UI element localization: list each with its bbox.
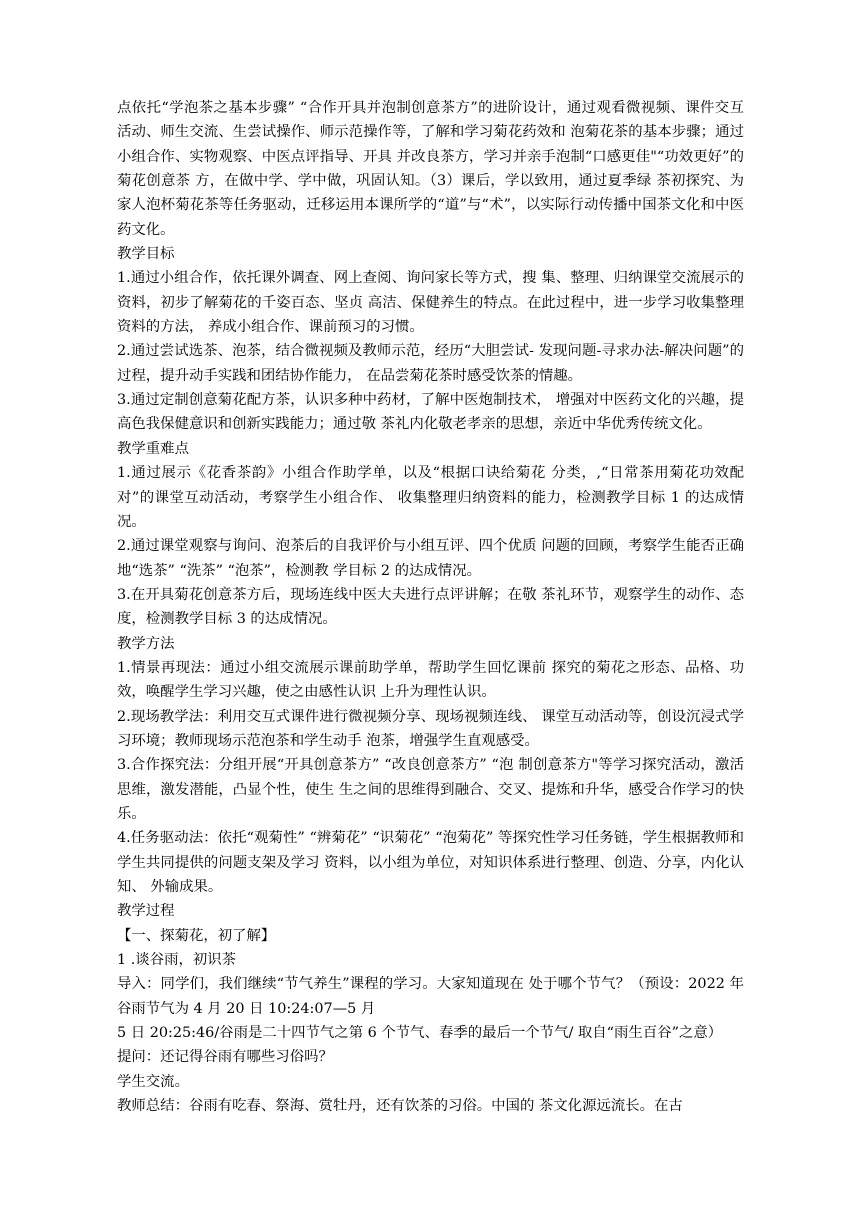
goal-item-3: 3.通过定制创意菊花配方茶，认识多种中药材，了解中医炮制技术， 增强对中医药文化的兴趣，提高色我保健意识和创新实践能力；通过敬 茶礼内化敬老孝亲的思想，亲近中华优秀传统文化。 (117, 392, 744, 433)
heading-teaching-goals: 教学目标 (117, 246, 175, 263)
key-point-item-3: 3.在开具菊花创意茶方后，现场连线中医大夫进行点评讲解；在敬 茶礼环节，观察学生的动作、态度，检测教学目标 3 的达成情况。 (117, 586, 744, 628)
heading-teaching-process: 教学过程 (117, 903, 175, 920)
student-exchange-paragraph: 学生交流。 (117, 1073, 189, 1090)
key-point-item-1: 1.通过展示《花香茶韵》小组合作助学单，以及“根据口诀给菊花 分类，,“日常茶用菊花功效配对”的课堂互动活动，考察学生小组合作、 收集整理归纳资料的能力，检测教学目标 1 的达成情况。 (117, 465, 744, 530)
intro-dialogue: 导入：同学们，我们继续“节气养生”课程的学习。大家知道现在 处于哪个节气？（预设：2022 年谷雨节气为 4 月 20 日 10:24:07—5 月 (117, 976, 744, 1017)
method-item-1: 1.情景再现法：通过小组交流展示课前助学单，帮助学生回忆课前 探究的菊花之形态、品格、功效，唤醒学生学习兴趣，使之由感性认识 上升为理性认识。 (117, 659, 744, 701)
intro-paragraph: 点依托“学泡茶之基本步骤” “合作开具并泡制创意茶方”的进阶设计，通过观看微视频、课件交互 活动、师生交流、生尝试操作、师示范操作等，了解和学习菊花药效和 泡菊花茶的基本步骤；通过小组合作、实物观察、中医点评指导、开具 并改良茶方，学习并亲手泡制“口感更佳"“功效更好”的菊花创意茶 方，在做中学、学中做，巩固认知。（3）课后，学以致用，通过夏季绿 茶初探究、为家人泡杯菊花茶等任务驱动，迁移运用本课所学的“道”与“术”，以实际行动传播中国茶文化和中医药文化。 (117, 100, 744, 238)
heading-teaching-methods: 教学方法 (117, 635, 175, 652)
subsection-heading-1: 1 .谈谷雨，初识茶 (117, 952, 237, 969)
key-point-item-2: 2.通过课堂观察与询问、泡茶后的自我评价与小组互评、四个优质 问题的回顾，考察学生能否正确地“选茶” “洗茶” “泡茶”，检测教 学目标 2 的达成情况。 (117, 538, 744, 579)
section-heading-1: 【一、探菊花，初了解】 (117, 927, 276, 944)
method-item-3: 3.合作探究法：分组开展“开具创意茶方” “改良创意茶方” “泡 制创意茶方"等学习探究活动，激活思维，激发潜能，凸显个性，使生 生之间的思维得到融合、交叉、提炼和升华，感受合作学习的快乐。 (117, 757, 744, 822)
goal-item-1: 1.通过小组合作，依托课外调查、网上查阅、询问家长等方式，搜 集、整理、归纳课堂交流展示的资料，初步了解菊花的千姿百态、坚贞 高洁、保健养生的特点。在此过程中，进一步学习收集整理资料的方法， 养成小组合作、课前预习的习惯。 (117, 270, 744, 336)
method-item-2: 2.现场教学法：利用交互式课件进行微视频分享、现场视频连线、 课堂互动活动等，创设沉浸式学习环境；教师现场示范泡茶和学生动手 泡茶，增强学生直观感受。 (117, 708, 744, 749)
question-paragraph: 提问：还记得谷雨有哪些习俗吗？ (117, 1049, 333, 1066)
document-body (117, 96, 744, 1118)
intro-dialogue-continued: 5 日 20:25:46/谷雨是二十四节气之第 6 个节气、春季的最后一个节气/ 取自“雨生百谷”之意） (117, 1025, 723, 1042)
method-item-4: 4.任务驱动法：依托“观菊性” “辨菊花” “识菊花” “泡菊花” 等探究性学习任务链，学生根据教师和学生共同提供的问题支架及学习 资料，以小组为单位，对知识体系进行整理、创造、分享，内化认知、 外输成果。 (117, 830, 744, 895)
teacher-summary-paragraph: 教师总结：谷雨有吃春、祭海、赏牡丹，还有饮茶的习俗。中国的 茶文化源远流长。在古 (117, 1098, 683, 1115)
goal-item-2: 2.通过尝试选茶、泡茶，结合微视频及教师示范，经历“大胆尝试- 发现问题-寻求办法-解决问题”的过程，提升动手实践和团结协作能力， 在品尝菊花茶时感受饮茶的情趣。 (117, 343, 744, 384)
heading-key-points: 教学重难点 (117, 440, 189, 457)
